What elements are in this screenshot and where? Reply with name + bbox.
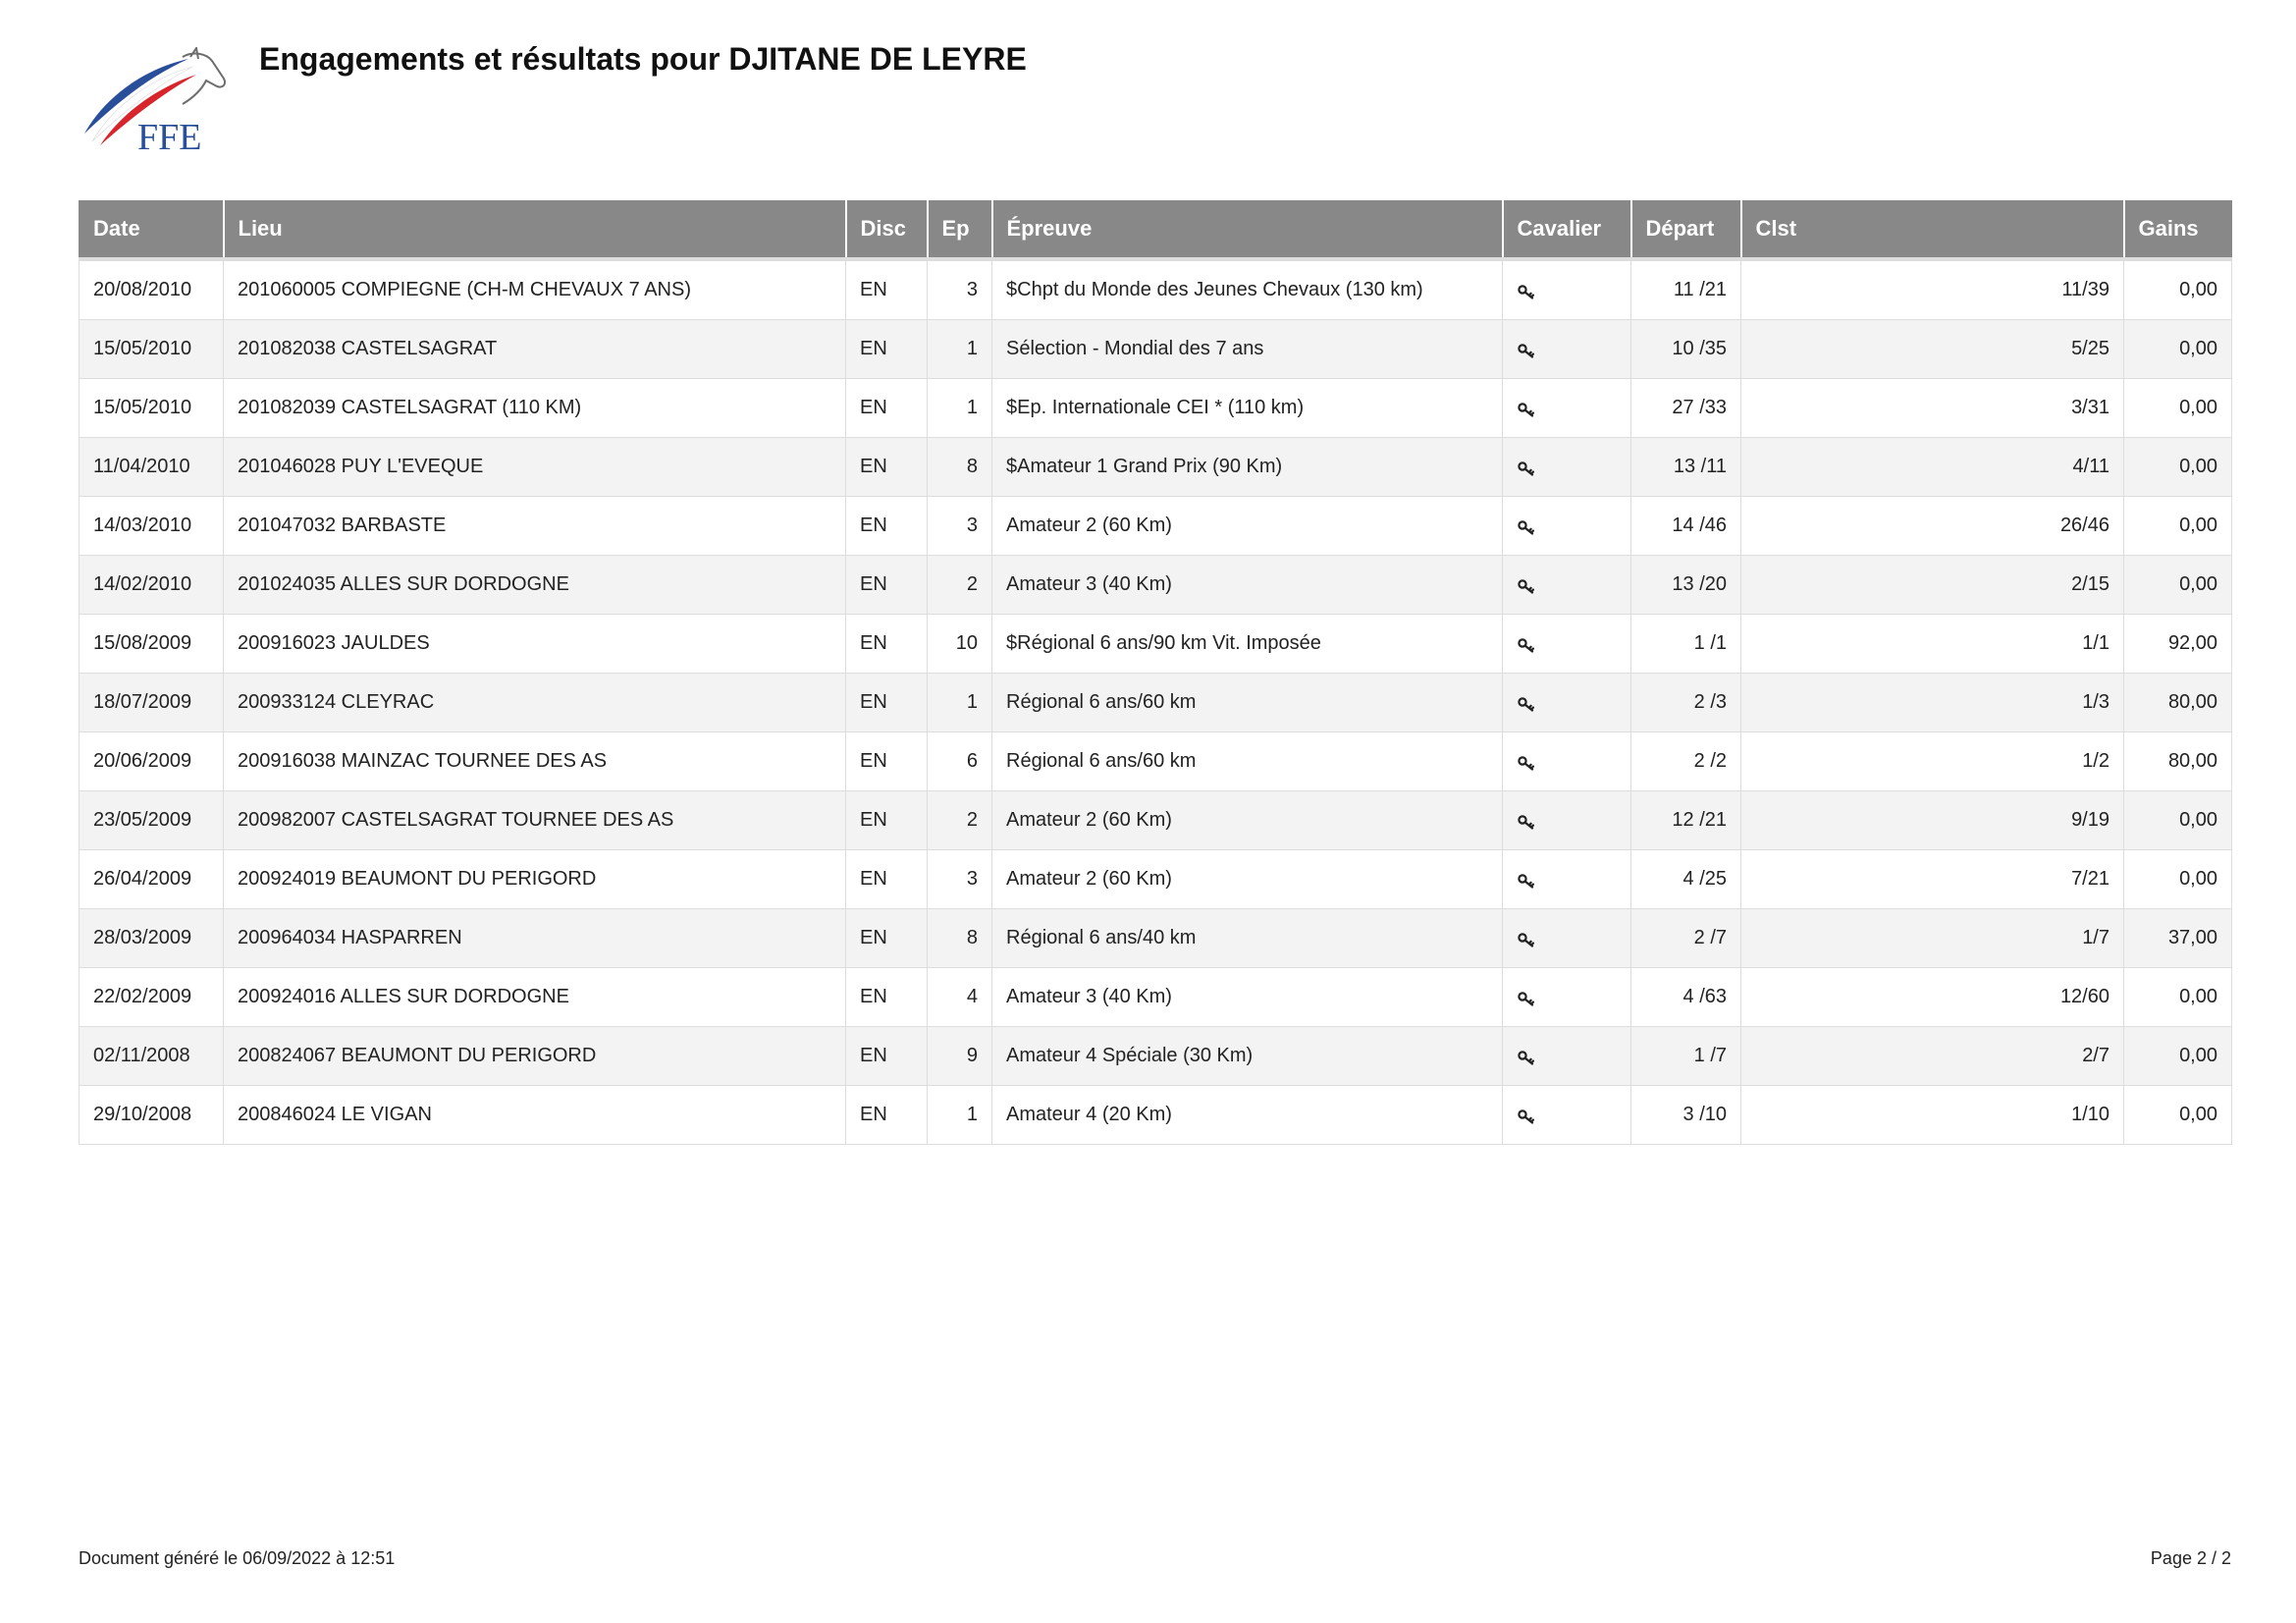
cell-date: 14/03/2010 <box>80 497 224 556</box>
cell-epreuve: Sélection - Mondial des 7 ans <box>992 320 1503 379</box>
cell-disc: EN <box>846 850 928 909</box>
key-icon[interactable] <box>1517 813 1536 829</box>
cell-ep: 2 <box>928 791 992 850</box>
cell-clst: 3/31 <box>1741 379 2124 438</box>
key-icon[interactable] <box>1517 1108 1536 1123</box>
cell-lieu: 200916038 MAINZAC TOURNEE DES AS <box>224 732 846 791</box>
cell-ep: 8 <box>928 909 992 968</box>
cell-gains: 0,00 <box>2124 791 2232 850</box>
cell-epreuve: Amateur 4 (20 Km) <box>992 1086 1503 1145</box>
cell-ep: 10 <box>928 615 992 674</box>
cell-disc: EN <box>846 379 928 438</box>
cell-ep: 1 <box>928 320 992 379</box>
table-row <box>80 379 2232 438</box>
table-row <box>80 674 2232 732</box>
cell-gains: 0,00 <box>2124 556 2232 615</box>
cell-depart: 3 /10 <box>1631 1086 1741 1145</box>
cell-cavalier <box>1503 674 1631 732</box>
cell-ep: 8 <box>928 438 992 497</box>
cell-disc: EN <box>846 556 928 615</box>
cell-clst: 26/46 <box>1741 497 2124 556</box>
cell-cavalier <box>1503 379 1631 438</box>
cell-depart: 10 /35 <box>1631 320 1741 379</box>
cell-cavalier <box>1503 497 1631 556</box>
cell-depart: 4 /25 <box>1631 850 1741 909</box>
cell-gains: 0,00 <box>2124 850 2232 909</box>
cell-gains: 37,00 <box>2124 909 2232 968</box>
cell-epreuve: Amateur 3 (40 Km) <box>992 968 1503 1027</box>
page-title: Engagements et résultats pour DJITANE DE LEYRE <box>259 41 1027 77</box>
cell-lieu: 201046028 PUY L'EVEQUE <box>224 438 846 497</box>
cell-date: 15/05/2010 <box>80 320 224 379</box>
col-header-clst: Clst <box>1741 200 2124 259</box>
cell-disc: EN <box>846 615 928 674</box>
cell-depart: 2 /3 <box>1631 674 1741 732</box>
cell-date: 20/08/2010 <box>80 259 224 320</box>
cell-epreuve: Amateur 2 (60 Km) <box>992 791 1503 850</box>
cell-gains: 0,00 <box>2124 379 2232 438</box>
cell-gains: 80,00 <box>2124 674 2232 732</box>
cell-depart: 13 /20 <box>1631 556 1741 615</box>
generated-date: Document généré le 06/09/2022 à 12:51 <box>79 1548 396 1568</box>
cell-ep: 3 <box>928 259 992 320</box>
cell-clst: 2/7 <box>1741 1027 2124 1086</box>
key-icon[interactable] <box>1517 577 1536 593</box>
cell-cavalier <box>1503 732 1631 791</box>
cell-gains: 92,00 <box>2124 615 2232 674</box>
cell-lieu: 200846024 LE VIGAN <box>224 1086 846 1145</box>
cell-cavalier <box>1503 1086 1631 1145</box>
cell-ep: 6 <box>928 732 992 791</box>
cell-lieu: 200982007 CASTELSAGRAT TOURNEE DES AS <box>224 791 846 850</box>
cell-epreuve: $Amateur 1 Grand Prix (90 Km) <box>992 438 1503 497</box>
col-header-ep: Ep <box>928 200 992 259</box>
cell-date: 14/02/2010 <box>80 556 224 615</box>
cell-clst: 1/2 <box>1741 732 2124 791</box>
cell-lieu: 201024035 ALLES SUR DORDOGNE <box>224 556 846 615</box>
cell-gains: 0,00 <box>2124 968 2232 1027</box>
cell-epreuve: Régional 6 ans/60 km <box>992 674 1503 732</box>
cell-disc: EN <box>846 1027 928 1086</box>
cell-date: 26/04/2009 <box>80 850 224 909</box>
cell-disc: EN <box>846 968 928 1027</box>
cell-disc: EN <box>846 791 928 850</box>
cell-date: 20/06/2009 <box>80 732 224 791</box>
cell-cavalier <box>1503 909 1631 968</box>
cell-lieu: 200924016 ALLES SUR DORDOGNE <box>224 968 846 1027</box>
cell-date: 02/11/2008 <box>80 1027 224 1086</box>
cell-depart: 4 /63 <box>1631 968 1741 1027</box>
cell-clst: 5/25 <box>1741 320 2124 379</box>
cell-clst: 4/11 <box>1741 438 2124 497</box>
cell-epreuve: Amateur 2 (60 Km) <box>992 850 1503 909</box>
cell-depart: 2 /2 <box>1631 732 1741 791</box>
cell-gains: 0,00 <box>2124 497 2232 556</box>
table-row <box>80 556 2232 615</box>
cell-ep: 1 <box>928 379 992 438</box>
cell-gains: 0,00 <box>2124 1027 2232 1086</box>
ffe-logo <box>77 47 243 155</box>
cell-ep: 3 <box>928 850 992 909</box>
cell-disc: EN <box>846 674 928 732</box>
cell-ep: 3 <box>928 497 992 556</box>
cell-clst: 12/60 <box>1741 968 2124 1027</box>
key-icon[interactable] <box>1517 401 1536 416</box>
cell-lieu: 200916023 JAULDES <box>224 615 846 674</box>
col-header-lieu: Lieu <box>224 200 846 259</box>
cell-lieu: 201082039 CASTELSAGRAT (110 KM) <box>224 379 846 438</box>
key-icon[interactable] <box>1517 990 1536 1005</box>
table-row <box>80 1086 2232 1145</box>
cell-ep: 1 <box>928 1086 992 1145</box>
table-row <box>80 615 2232 674</box>
cell-disc: EN <box>846 732 928 791</box>
key-icon[interactable] <box>1517 518 1536 534</box>
cell-disc: EN <box>846 1086 928 1145</box>
cell-epreuve: Régional 6 ans/60 km <box>992 732 1503 791</box>
table-row <box>80 850 2232 909</box>
results-table <box>79 200 2232 1145</box>
logo-text: FFE <box>137 117 202 155</box>
cell-date: 22/02/2009 <box>80 968 224 1027</box>
table-row <box>80 438 2232 497</box>
cell-cavalier <box>1503 320 1631 379</box>
cell-ep: 1 <box>928 674 992 732</box>
cell-depart: 11 /21 <box>1631 259 1741 320</box>
cell-cavalier <box>1503 438 1631 497</box>
cell-disc: EN <box>846 438 928 497</box>
cell-disc: EN <box>846 909 928 968</box>
cell-cavalier <box>1503 556 1631 615</box>
cell-depart: 1 /7 <box>1631 1027 1741 1086</box>
table-header-row <box>80 200 2232 259</box>
cell-gains: 0,00 <box>2124 438 2232 497</box>
cell-epreuve: Amateur 3 (40 Km) <box>992 556 1503 615</box>
cell-epreuve: $Régional 6 ans/90 km Vit. Imposée <box>992 615 1503 674</box>
cell-cavalier <box>1503 615 1631 674</box>
cell-cavalier <box>1503 791 1631 850</box>
cell-clst: 1/1 <box>1741 615 2124 674</box>
table-row <box>80 791 2232 850</box>
cell-date: 28/03/2009 <box>80 909 224 968</box>
col-header-epreuve: Épreuve <box>992 200 1503 259</box>
page-number: Page 2 / 2 <box>2150 1548 2231 1568</box>
cell-ep: 9 <box>928 1027 992 1086</box>
cell-clst: 1/7 <box>1741 909 2124 968</box>
cell-clst: 1/3 <box>1741 674 2124 732</box>
col-header-gains: Gains <box>2124 200 2232 259</box>
key-icon[interactable] <box>1517 872 1536 888</box>
key-icon[interactable] <box>1517 283 1536 298</box>
cell-gains: 0,00 <box>2124 1086 2232 1145</box>
cell-disc: EN <box>846 497 928 556</box>
cell-gains: 0,00 <box>2124 320 2232 379</box>
col-header-depart: Départ <box>1631 200 1741 259</box>
cell-lieu: 201047032 BARBASTE <box>224 497 846 556</box>
cell-epreuve: $Chpt du Monde des Jeunes Chevaux (130 km) <box>992 259 1503 320</box>
key-icon[interactable] <box>1517 695 1536 711</box>
table-row <box>80 259 2232 320</box>
cell-ep: 2 <box>928 556 992 615</box>
table-row <box>80 497 2232 556</box>
cell-date: 15/08/2009 <box>80 615 224 674</box>
key-icon[interactable] <box>1517 931 1536 947</box>
cell-ep: 4 <box>928 968 992 1027</box>
cell-cavalier <box>1503 259 1631 320</box>
cell-date: 15/05/2010 <box>80 379 224 438</box>
key-icon[interactable] <box>1517 1049 1536 1064</box>
cell-epreuve: Amateur 2 (60 Km) <box>992 497 1503 556</box>
cell-depart: 27 /33 <box>1631 379 1741 438</box>
table-row <box>80 732 2232 791</box>
table-row <box>80 320 2232 379</box>
cell-cavalier <box>1503 968 1631 1027</box>
cell-epreuve: Régional 6 ans/40 km <box>992 909 1503 968</box>
col-header-disc: Disc <box>846 200 928 259</box>
cell-lieu: 200964034 HASPARREN <box>224 909 846 968</box>
key-icon[interactable] <box>1517 460 1536 475</box>
cell-epreuve: Amateur 4 Spéciale (30 Km) <box>992 1027 1503 1086</box>
cell-clst: 9/19 <box>1741 791 2124 850</box>
table-row <box>80 968 2232 1027</box>
cell-lieu: 200924019 BEAUMONT DU PERIGORD <box>224 850 846 909</box>
cell-clst: 11/39 <box>1741 259 2124 320</box>
cell-clst: 1/10 <box>1741 1086 2124 1145</box>
cell-date: 29/10/2008 <box>80 1086 224 1145</box>
key-icon[interactable] <box>1517 636 1536 652</box>
col-header-cavalier: Cavalier <box>1503 200 1631 259</box>
cell-depart: 2 /7 <box>1631 909 1741 968</box>
cell-depart: 14 /46 <box>1631 497 1741 556</box>
cell-gains: 80,00 <box>2124 732 2232 791</box>
cell-date: 23/05/2009 <box>80 791 224 850</box>
cell-disc: EN <box>846 259 928 320</box>
cell-cavalier <box>1503 850 1631 909</box>
cell-depart: 12 /21 <box>1631 791 1741 850</box>
cell-lieu: 200824067 BEAUMONT DU PERIGORD <box>224 1027 846 1086</box>
key-icon[interactable] <box>1517 754 1536 770</box>
cell-depart: 13 /11 <box>1631 438 1741 497</box>
cell-clst: 7/21 <box>1741 850 2124 909</box>
table-row <box>80 1027 2232 1086</box>
cell-clst: 2/15 <box>1741 556 2124 615</box>
cell-depart: 1 /1 <box>1631 615 1741 674</box>
col-header-date: Date <box>80 200 224 259</box>
cell-cavalier <box>1503 1027 1631 1086</box>
cell-epreuve: $Ep. Internationale CEI * (110 km) <box>992 379 1503 438</box>
cell-disc: EN <box>846 320 928 379</box>
table-row <box>80 909 2232 968</box>
cell-lieu: 201060005 COMPIEGNE (CH-M CHEVAUX 7 ANS) <box>224 259 846 320</box>
key-icon[interactable] <box>1517 342 1536 357</box>
cell-lieu: 201082038 CASTELSAGRAT <box>224 320 846 379</box>
cell-lieu: 200933124 CLEYRAC <box>224 674 846 732</box>
cell-date: 18/07/2009 <box>80 674 224 732</box>
cell-date: 11/04/2010 <box>80 438 224 497</box>
cell-gains: 0,00 <box>2124 259 2232 320</box>
